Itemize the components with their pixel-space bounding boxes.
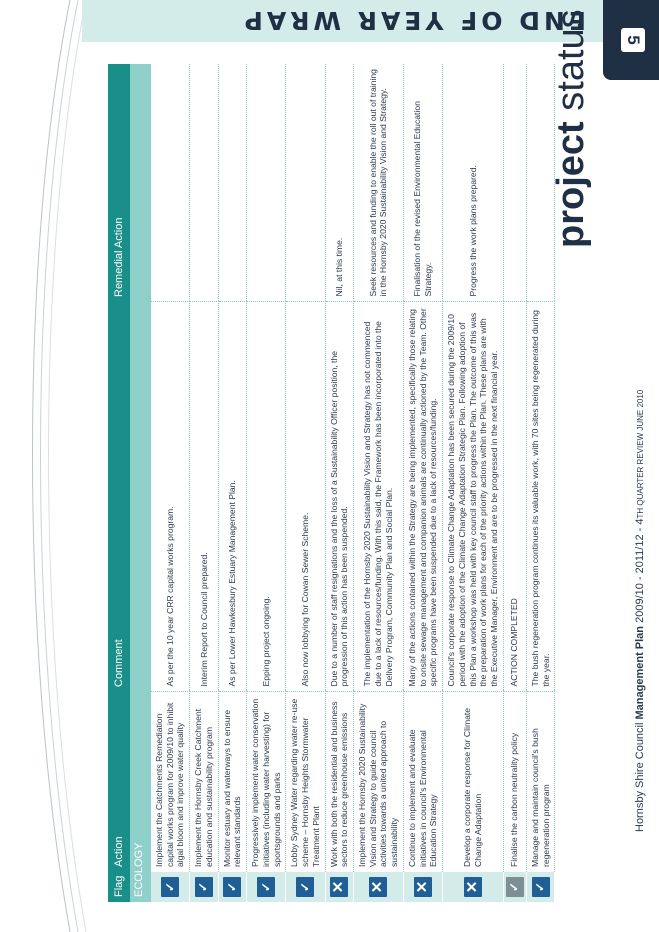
cross-icon: ✕ [330, 877, 348, 897]
header-flag: Flag [108, 872, 130, 902]
table-row [247, 64, 286, 902]
action-cell: Monitor estuary and waterways to ensure relevant standards [218, 692, 246, 872]
flag-cell [286, 872, 325, 902]
remedial-cell: Finalisation of the revised Environmental Education Strategy. [403, 64, 442, 302]
action-cell: Continue to implement and evaluate initiatives in council's Environmental Education Strategy [403, 692, 442, 872]
flag-cell [503, 872, 526, 902]
table-row [526, 64, 554, 902]
table-row [503, 64, 526, 902]
flag-cell [354, 872, 404, 902]
action-cell: Finalise the carbon neutrality policy [503, 692, 526, 872]
tick-icon: ✓ [296, 877, 314, 897]
remedial-cell [286, 64, 325, 302]
cross-icon: ✕ [464, 877, 482, 897]
footer-council: Hornsby Shire Council [634, 722, 646, 832]
flag-cell [403, 872, 442, 902]
action-cell: Implement the Hornsby Creek Catchment education and sustainability program [190, 692, 218, 872]
page-title [552, 9, 590, 248]
comment-cell: As per Lower Hawkesbury Estuary Management Plan. [218, 302, 246, 692]
table-row [151, 64, 190, 902]
comment-cell: ACTION COMPLETED [503, 302, 526, 692]
flag-cell [526, 872, 554, 902]
tick-icon: ✓ [161, 877, 179, 897]
flag-cell [247, 872, 286, 902]
banner-text: END OF YEAR WRAP [240, 6, 586, 36]
remedial-cell [151, 64, 190, 302]
comment-cell: Also now lobbying for Cowan Sewer Scheme. [286, 302, 325, 692]
footer-years: 2009/10 - 2011/12 - 4 [634, 518, 646, 623]
action-cell: Progressively implement water conservation initiatives (including water harvesting) for sportsgrounds and parks [247, 692, 286, 872]
footer-plan: Management Plan [634, 625, 646, 720]
table-header-row [108, 64, 130, 902]
section-row [130, 64, 151, 902]
remedial-cell: Progress the work plans prepared. [443, 64, 504, 302]
tick-icon: ✓ [195, 877, 213, 897]
table-row [443, 64, 504, 902]
page-footer [634, 390, 646, 832]
action-cell: Implement the Catchments Remediation capital works program for 2009/10 to inhibit algal bloom and improve water quality [151, 692, 190, 872]
action-cell: Implement the Hornsby 2020 Sustainability Vision and Strategy to guide council activities towards a united approach to sustainability [354, 692, 404, 872]
remedial-cell: Nil, at this time. [325, 64, 353, 302]
flag-cell [190, 872, 218, 902]
remedial-cell [503, 64, 526, 302]
comment-cell: Council's corporate response to Climate Change Adaptation has been secured during the 2009/10 period with the adoption of the Climate Change Adaptation Strategic Plan. Following adoption of this Plan a workshop was held with key council staff to progress the Plan. The outcome of this was the preparation of work plans for each of the priority actions within the Plan. These plans are with the Executive Manager, Environment and are to be progressed in the next financial year. [443, 302, 504, 692]
comment-cell: Many of the actions contained within the Strategy are being implemented, specifically those relating to onsite sewage management and companion animals are continually actioned by the Team. Other specific programs have been suspended due to a lack of resources/funding. [403, 302, 442, 692]
section-label: ECOLOGY [130, 64, 151, 902]
flag-cell [325, 872, 353, 902]
header-comment: Comment [108, 302, 130, 692]
footer-suffix: TH QUARTER REVIEW JUNE 2010 [636, 389, 645, 519]
header-remedial: Remedial Action [108, 64, 130, 302]
project-status-table [108, 64, 551, 902]
page-number: 5 [621, 28, 645, 52]
tick-icon: ✓ [506, 877, 524, 897]
comment-cell: Interim Report to Council prepared. [190, 302, 218, 692]
action-cell: Lobby Sydney Water regarding water re-use scheme – Hornsby Heights Stormwater Treatment Plant [286, 692, 325, 872]
comment-cell: The bush regeneration program continues its valuable work, with 70 sites being regenerated during the year. [526, 302, 554, 692]
comment-cell: As per the 10 year CRR capital works program. [151, 302, 190, 692]
action-cell: Develop a corporate response for Climate Change Adaptation [443, 692, 504, 872]
action-cell: Work with both the residential and business sectors to reduce greenhouse emissions [325, 692, 353, 872]
flag-cell [443, 872, 504, 902]
comment-cell: Epping project ongoing. [247, 302, 286, 692]
title-light: status [550, 9, 592, 111]
decorative-swoosh [0, 0, 100, 932]
cross-icon: ✕ [369, 877, 387, 897]
table-row [354, 64, 404, 902]
remedial-cell [526, 64, 554, 302]
end-of-year-banner [82, 0, 620, 42]
table-row [325, 64, 353, 902]
title-bold: project [550, 121, 592, 248]
header-action: Action [108, 692, 130, 872]
table-row [218, 64, 246, 902]
cross-icon: ✕ [414, 877, 432, 897]
table-row [286, 64, 325, 902]
comment-cell: The implementation of the Hornsby 2020 Sustainability Vision and Strategy has not commenced due to a lack of resources/funding. With this said, the Framework has been incorporated into the Delivery Program, Community Plan and Social Plan. [354, 302, 404, 692]
remedial-cell [190, 64, 218, 302]
remedial-cell [247, 64, 286, 302]
tick-icon: ✓ [257, 877, 275, 897]
page-tab [603, 0, 659, 80]
table-row [403, 64, 442, 902]
remedial-cell [218, 64, 246, 302]
flag-cell [218, 872, 246, 902]
action-cell: Manage and maintain council's bush regeneration program [526, 692, 554, 872]
table-row [190, 64, 218, 902]
flag-cell [151, 872, 190, 902]
tick-icon: ✓ [223, 877, 241, 897]
remedial-cell: Seek resources and funding to enable the roll out of training in the Hornsby 2020 Sustainability Vision and Strategy. [354, 64, 404, 302]
comment-cell: Due to a number of staff resignations and the loss of a Sustainability Officer position, the progression of this action has been suspended. [325, 302, 353, 692]
tick-icon: ✓ [532, 877, 550, 897]
